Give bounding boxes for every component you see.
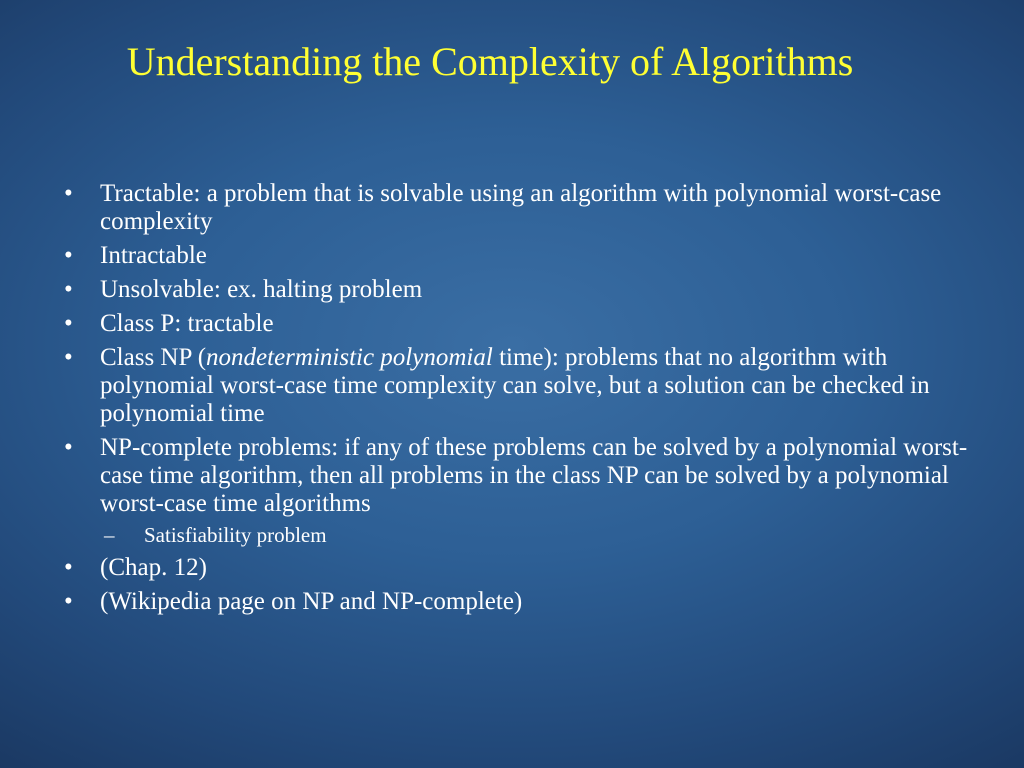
bullet-item-np-complete (62, 434, 972, 548)
bullet-text (100, 344, 930, 427)
bullet-icon: • (64, 276, 73, 303)
bullet-item-wikipedia (62, 588, 972, 616)
bullet-icon: • (64, 242, 73, 269)
bullet-icon: • (64, 310, 73, 337)
bullet-item-unsolvable (62, 276, 972, 304)
sub-bullet-list (100, 522, 972, 548)
bullet-text: Unsolvable: ex. halting problem (100, 276, 423, 303)
bullet-item-class-p (62, 310, 972, 338)
bullet-text: Intractable (100, 242, 207, 269)
bullet-item-intractable (62, 242, 972, 270)
bullet-text: Class P: tractable (100, 310, 274, 337)
slide-title: Understanding the Complexity of Algorithms (126, 39, 854, 84)
dash-icon: – (104, 523, 115, 547)
bullet-text-italic: nondeterministic polynomial (206, 344, 493, 371)
bullet-icon: • (64, 554, 73, 581)
bullet-icon: • (64, 344, 73, 371)
bullet-text-part: time): problems that no algorithm with polynomial worst-case time complexity can solve, but a solution can be checked in polynomial time (100, 344, 930, 427)
bullet-item-tractable (62, 180, 972, 236)
bullet-item-class-np (62, 344, 972, 428)
bullet-text: Tractable: a problem that is solvable using an algorithm with polynomial worst-case complexity (100, 180, 942, 235)
bullet-text: NP-complete problems: if any of these problems can be solved by a polynomial worst-case time algorithm, then all problems in the class NP can be solved by a polynomial worst-case time algorithms (100, 434, 968, 517)
bullet-list (62, 180, 972, 622)
bullet-icon: • (64, 588, 73, 615)
bullet-icon: • (64, 434, 73, 461)
sub-bullet-item-satisfiability (100, 522, 972, 548)
bullet-item-chap-12 (62, 554, 972, 582)
bullet-icon: • (64, 180, 73, 207)
bullet-text-part: Class NP ( (100, 344, 207, 371)
sub-bullet-text: Satisfiability problem (144, 523, 327, 547)
bullet-text: (Chap. 12) (100, 554, 207, 581)
bullet-text: (Wikipedia page on NP and NP-complete) (100, 588, 523, 615)
